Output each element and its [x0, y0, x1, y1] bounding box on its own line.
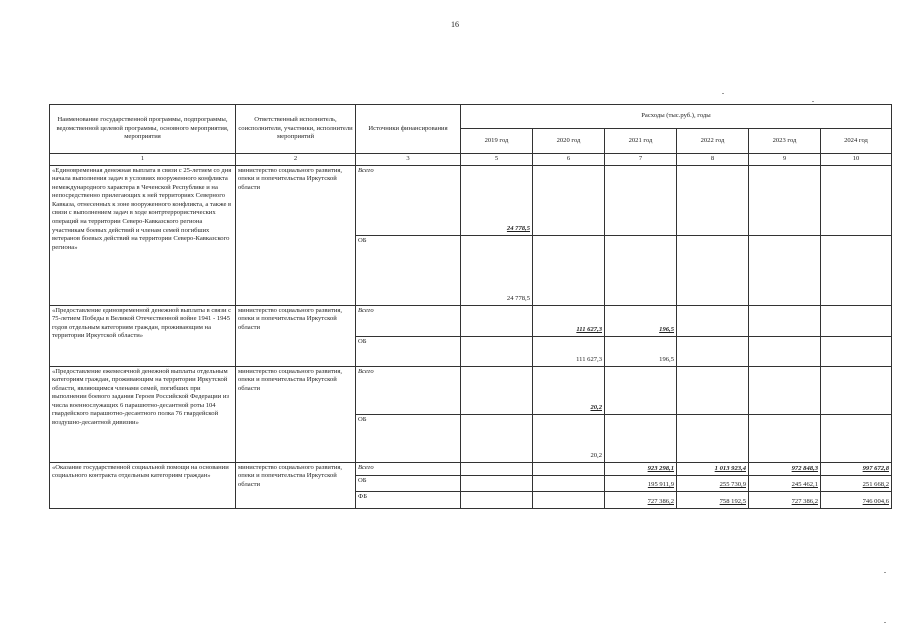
expense-value: 1 013 923,4: [677, 462, 749, 475]
table-row: [50, 165, 892, 235]
expense-value: [605, 414, 677, 462]
expense-value: [821, 366, 892, 414]
header-year: 2019 год: [461, 129, 533, 154]
header-year: 2020 год: [533, 129, 605, 154]
header-year: 2023 год: [749, 129, 821, 154]
expense-value: [461, 366, 533, 414]
expense-value: 972 848,3: [749, 462, 821, 475]
expense-value: [749, 305, 821, 336]
expense-value: [461, 305, 533, 336]
measure-name: «Единовременная денежная выплата в связи с 25-летием со дня начала выполнения задач в условиях вооруженного конфликта немеждународного характера в Чеченской Республике и на непосредственно прилегающих к ней территориях Северного Кавказа, отнесенных к зоне вооруженного конфликта, а также в связи с выполнением задач в ходе контртеррористических операций на территории Северо-Кавказского региона участникам боевых действий и членам семей погибших ветеранов боевых действий на территории Северо-Кавказского региона»: [50, 165, 236, 305]
expense-value: [821, 414, 892, 462]
header-year: 2021 год: [605, 129, 677, 154]
scan-speck: [884, 622, 886, 623]
expense-value: [461, 336, 533, 366]
expense-value: 196,5: [605, 336, 677, 366]
measure-executor: министерство социального развития, опеки и попечительства Иркутской области: [236, 462, 356, 508]
expense-value: [677, 305, 749, 336]
expense-value: 727 386,2: [605, 491, 677, 508]
expense-value: [533, 491, 605, 508]
expense-value: [605, 165, 677, 235]
expense-value: 923 298,1: [605, 462, 677, 475]
table-row: [50, 305, 892, 336]
expense-value: [749, 336, 821, 366]
source-label: ОБ: [356, 235, 461, 305]
header-expenses-col: Расходы (тыс.руб.), годы: [461, 105, 892, 129]
expense-value: [461, 475, 533, 491]
expense-value: [749, 165, 821, 235]
expense-value: [533, 235, 605, 305]
column-number: 7: [605, 154, 677, 166]
expenses-table: [49, 104, 892, 509]
column-number: 1: [50, 154, 236, 166]
column-number: 9: [749, 154, 821, 166]
expense-value: [461, 414, 533, 462]
expense-value: [461, 491, 533, 508]
expense-value: [677, 235, 749, 305]
header-source-col: Источники финансирования: [356, 105, 461, 154]
expense-value: 111 627,3: [533, 336, 605, 366]
expense-value: 997 672,8: [821, 462, 892, 475]
table-row: [50, 366, 892, 414]
expense-value: [821, 165, 892, 235]
expense-value: 255 730,9: [677, 475, 749, 491]
source-label: Всего: [356, 462, 461, 475]
expense-value: 251 668,2: [821, 475, 892, 491]
header-year: 2024 год: [821, 129, 892, 154]
expense-value: 245 462,1: [749, 475, 821, 491]
expense-value: 195 911,9: [605, 475, 677, 491]
measure-executor: министерство социального развития, опеки и попечительства Иркутской области: [236, 305, 356, 366]
expense-value: 727 386,2: [749, 491, 821, 508]
column-number: 3: [356, 154, 461, 166]
source-label: Всего: [356, 305, 461, 336]
table-row: [50, 462, 892, 475]
source-label: ОБ: [356, 475, 461, 491]
source-label: ОБ: [356, 336, 461, 366]
expense-value: 24 778,5: [461, 235, 533, 305]
measure-executor: министерство социального развития, опеки и попечительства Иркутской области: [236, 366, 356, 462]
measure-name: «Оказание государственной социальной помощи на основании социального контракта отдельным категориям граждан»: [50, 462, 236, 508]
expense-value: 758 192,5: [677, 491, 749, 508]
expense-value: [605, 366, 677, 414]
expense-value: [605, 235, 677, 305]
expense-value: 111 627,3: [533, 305, 605, 336]
expense-value: [533, 475, 605, 491]
scan-speck: [722, 93, 724, 94]
column-number: 5: [461, 154, 533, 166]
expense-value: [677, 165, 749, 235]
expense-value: [677, 336, 749, 366]
expense-value: [677, 366, 749, 414]
header-year: 2022 год: [677, 129, 749, 154]
scan-speck: [884, 572, 886, 573]
expense-value: [533, 462, 605, 475]
page-number: 16: [451, 20, 459, 29]
expense-value: 196,5: [605, 305, 677, 336]
source-label: Всего: [356, 165, 461, 235]
expense-value: [749, 235, 821, 305]
header-executor-col: Ответственный исполнитель, соисполнители, участники, исполнители мероприятий: [236, 105, 356, 154]
source-label: ФБ: [356, 491, 461, 508]
measure-name: «Предоставление единовременной денежной выплаты в связи с 75-летием Победы в Великой Отечественной войне 1941 - 1945 годов отдельным категориям граждан, проживающим на территории Иркутской области»: [50, 305, 236, 366]
expense-value: [677, 414, 749, 462]
expense-value: [461, 462, 533, 475]
expense-value: 24 778,5: [461, 165, 533, 235]
expense-value: [749, 366, 821, 414]
expense-value: 746 004,6: [821, 491, 892, 508]
header-name-col: Наименование государственной программы, подпрограммы, ведомственной целевой программы, основного мероприятия, мероприятия: [50, 105, 236, 154]
expense-value: 20,2: [533, 414, 605, 462]
column-number: 2: [236, 154, 356, 166]
expense-value: [821, 305, 892, 336]
column-number: 8: [677, 154, 749, 166]
expense-value: [533, 165, 605, 235]
column-number: 10: [821, 154, 892, 166]
column-number: 6: [533, 154, 605, 166]
expense-value: 20,2: [533, 366, 605, 414]
source-label: Всего: [356, 366, 461, 414]
expense-value: [749, 414, 821, 462]
scan-speck: [812, 101, 814, 102]
measure-executor: министерство социального развития, опеки и попечительства Иркутской области: [236, 165, 356, 305]
expense-value: [821, 336, 892, 366]
expense-value: [821, 235, 892, 305]
source-label: ОБ: [356, 414, 461, 462]
measure-name: «Предоставление ежемесячной денежной выплаты отдельным категориям граждан, проживающим на территории Иркутской области, являющимся членами семей, погибших при выполнении боевого задания Героев Российской Федерации из числа военнослужащих 6 парашютно-десантной роты 104 гвардейского парашютно-десантного полка 76 гвардейской воздушно-десантной дивизии»: [50, 366, 236, 462]
